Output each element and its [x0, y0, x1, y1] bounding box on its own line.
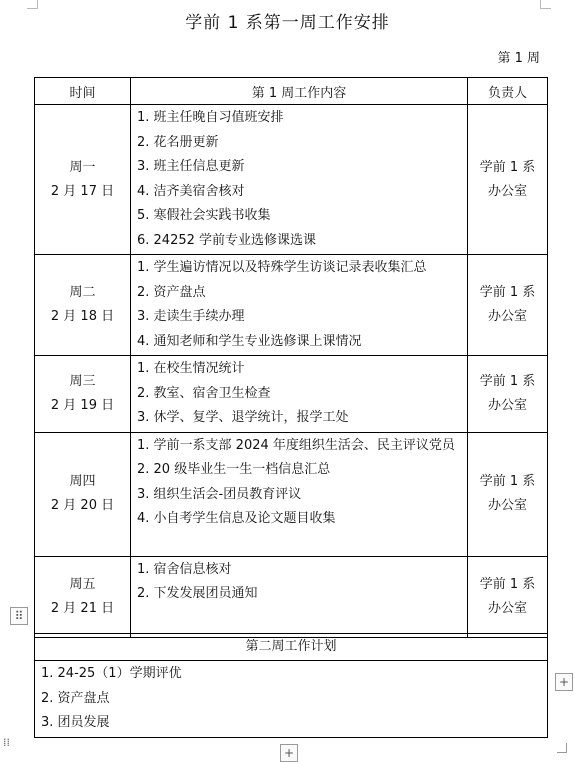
- task-item: 1. 在校生情况统计: [137, 361, 245, 376]
- schedule-table: [34, 77, 548, 638]
- owner-cell: [468, 105, 548, 255]
- owner-office: 办公室: [487, 498, 527, 513]
- task-cell: [131, 356, 468, 433]
- owner-name: 学前 1 系: [479, 285, 536, 300]
- task-item: 1. 学前一系支部 2024 年度组织生活会、民主评议党员: [137, 437, 455, 453]
- day-cell: [35, 255, 131, 356]
- day-name: 周四: [69, 474, 96, 489]
- week-label: 第 1 周: [497, 51, 540, 66]
- owner-cell: [468, 356, 548, 433]
- header-owner: 负责人: [468, 78, 548, 105]
- task-item: 2. 教室、宿舍卫生检查: [137, 385, 271, 401]
- task-item: 1. 学生遍访情况以及特殊学生访谈记录表收集汇总: [137, 260, 427, 275]
- owner-office: 办公室: [487, 600, 527, 616]
- owner-name: 学前 1 系: [479, 159, 536, 175]
- day-date: 2 月 19 日: [50, 397, 115, 413]
- table-header-row: [35, 78, 548, 105]
- resize-corner-icon[interactable]: [557, 743, 567, 753]
- add-column-icon[interactable]: +: [555, 673, 573, 691]
- task-item: 4. 通知老师和学生专业选修课上课情况: [137, 333, 362, 349]
- task-item: 3. 休学、复学、退学统计，报学工处: [137, 410, 349, 425]
- table-row: [35, 432, 548, 556]
- plan-item: 1. 24-25（1）学期评优: [41, 666, 182, 681]
- day-cell: [35, 356, 131, 433]
- task-item: 1. 宿舍信息核对: [137, 561, 232, 577]
- day-name: 周五: [69, 576, 96, 592]
- plan-list: [35, 661, 547, 736]
- next-week-plan-table: [34, 633, 548, 738]
- document-title: 学前 1 系第一周工作安排: [185, 13, 390, 33]
- task-item: 3. 走读生手续办理: [137, 309, 245, 324]
- table-move-handle-icon[interactable]: ⠿: [10, 607, 28, 625]
- day-date: 2 月 21 日: [50, 600, 115, 616]
- task-item: 4. 洁齐美宿舍核对: [137, 183, 245, 199]
- task-item: 3. 班主任信息更新: [137, 159, 245, 174]
- owner-name: 学前 1 系: [479, 474, 536, 489]
- owner-name: 学前 1 系: [479, 373, 536, 389]
- day-cell: [35, 105, 131, 255]
- table-row: [35, 255, 548, 356]
- task-item: 1. 班主任晚自习值班安排: [137, 110, 284, 125]
- header-time: 时间: [35, 78, 131, 105]
- day-cell: [35, 432, 131, 556]
- task-cell: [131, 255, 468, 356]
- day-date: 2 月 20 日: [50, 498, 115, 513]
- task-item: 6. 24252 学前专业选修课选课: [137, 232, 317, 248]
- owner-office: 办公室: [487, 309, 527, 324]
- task-item: 2. 20 级毕业生一生一档信息汇总: [137, 462, 331, 477]
- plan-item: 3. 团员发展: [41, 715, 110, 730]
- owner-office: 办公室: [487, 397, 527, 413]
- owner-cell: [468, 255, 548, 356]
- owner-office: 办公室: [487, 183, 527, 199]
- task-item: 2. 下发发展团员通知: [137, 586, 258, 601]
- task-item: 4. 小自考学生信息及论文题目收集: [137, 511, 336, 526]
- owner-cell: [468, 432, 548, 556]
- owner-cell: [468, 556, 548, 637]
- table-row: [35, 556, 548, 637]
- add-row-icon[interactable]: +: [280, 744, 298, 762]
- header-content: 第 1 周工作内容: [131, 78, 468, 105]
- owner-name: 学前 1 系: [479, 576, 536, 592]
- task-cell: [131, 556, 468, 637]
- day-name: 周一: [69, 159, 96, 175]
- day-name: 周三: [69, 373, 96, 389]
- day-date: 2 月 17 日: [50, 183, 115, 199]
- plan-title: 第二周工作计划: [35, 634, 547, 661]
- drag-dots-icon[interactable]: ⁞⁞: [3, 736, 10, 749]
- task-item: 2. 资产盘点: [137, 284, 206, 300]
- table-row: [35, 356, 548, 433]
- plan-item: 2. 资产盘点: [41, 690, 110, 706]
- task-item: 5. 寒假社会实践书收集: [137, 208, 271, 223]
- day-date: 2 月 18 日: [50, 309, 115, 324]
- day-cell: [35, 556, 131, 637]
- task-cell: [131, 105, 468, 255]
- task-item: 2. 花名册更新: [137, 134, 219, 150]
- task-item: 3. 组织生活会-团员教育评议: [137, 486, 302, 502]
- task-cell: [131, 432, 468, 556]
- day-name: 周二: [69, 285, 96, 300]
- table-row: [35, 105, 548, 255]
